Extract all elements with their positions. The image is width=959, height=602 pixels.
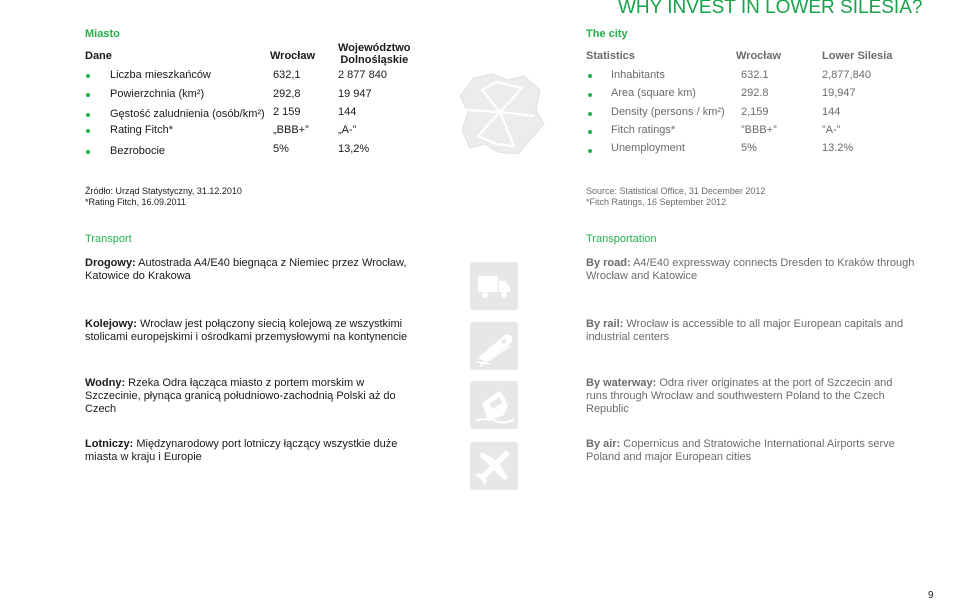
en-row-wroclaw: 292.8 [741, 87, 769, 99]
en-row-wroclaw: 5% [741, 142, 757, 154]
en-col-wroclaw: Wrocław [736, 50, 782, 62]
en-row-wroclaw: 632.1 [741, 69, 769, 81]
en-row-label: Area (square km) [611, 87, 696, 99]
bullet-icon [588, 74, 592, 78]
bullet-icon [588, 149, 592, 153]
pl-col-dane: Dane [85, 50, 112, 62]
bullet-icon [86, 129, 90, 133]
pl-col-region-line1: Województwo [338, 42, 411, 54]
en-row-region: 13.2% [822, 142, 854, 154]
en-col-region: Lower Silesia [822, 50, 893, 62]
pl-row-wroclaw: 632,1 [273, 69, 301, 81]
pl-row-label: Bezrobocie [110, 145, 166, 157]
bullet-icon [86, 74, 90, 78]
pl-col-region-line2: Dolnośląskie [340, 54, 409, 66]
pl-col-wroclaw: Wrocław [270, 50, 316, 62]
bullet-icon [588, 130, 592, 134]
pl-source-line1: Źródło: Urząd Statystyczny, 31.12.2010 [85, 186, 242, 196]
en-transport-air-label: By air: [586, 438, 621, 450]
en-col-stats: Statistics [586, 50, 635, 62]
pl-row-label: Rating Fitch* [110, 124, 173, 136]
pl-transport-title: Transport [85, 233, 132, 245]
en-row-region: 19,947 [822, 87, 856, 99]
pl-transport-water [85, 377, 415, 416]
pl-row-region: 13,2% [338, 143, 370, 155]
bullet-icon [86, 93, 90, 97]
airplane-icon [470, 442, 518, 490]
pl-transport-rail-text: Wrocław jest połączony siecią kolejową ze wszystkimi stolicami europejskimi i ośrodkami przemysłowymi na kontynencie [85, 318, 408, 343]
pl-row-wroclaw: „BBB+” [273, 124, 309, 136]
truck-icon [470, 262, 518, 310]
en-transport-air-text: Copernicus and Stratowiche International Airports serve Poland and major European cities [586, 438, 895, 463]
pl-row-region: „A-” [338, 124, 357, 136]
pl-transport-road-text: Autostrada A4/E40 biegnąca z Niemiec przez Wrocław, Katowice do Krakowa [85, 257, 407, 282]
en-row-region: ”A-” [822, 124, 841, 136]
pl-transport-air-text: Międzynarodowy port lotniczy łączący wszystkie duże miasta w kraju i Europie [85, 438, 398, 463]
pl-transport-air [85, 438, 415, 464]
en-row-region: 144 [822, 106, 841, 118]
en-row-label: Unemployment [611, 142, 685, 154]
pl-row-region: 19 947 [338, 88, 372, 100]
pl-source-line2: *Rating Fitch, 16.09.2011 [85, 197, 186, 207]
train-icon [470, 322, 518, 370]
en-row-label: Density (persons / km²) [611, 106, 725, 118]
en-row-label: Fitch ratings* [611, 124, 676, 136]
en-row-label: Inhabitants [611, 69, 665, 81]
en-transport-rail-label: By rail: [586, 318, 624, 330]
en-transport-rail-text: Wrocław is accessible to all major European capitals and industrial centers [586, 318, 904, 343]
pl-row-wroclaw: 5% [273, 143, 289, 155]
en-transport-road-label: By road: [586, 257, 631, 269]
en-transport-water-text: Odra river originates at the port of Szczecin and runs through Wrocław and southwestern Poland to the Czech Republic [586, 377, 893, 415]
pl-row-label: Liczba mieszkańców [110, 69, 211, 81]
en-section-title: The city [586, 28, 628, 40]
en-transport-road [586, 257, 916, 283]
pl-transport-air-label: Lotniczy: [85, 438, 134, 450]
en-transport-rail [586, 318, 916, 344]
en-source-line2: *Fitch Ratings, 16 September 2012 [586, 197, 727, 207]
pl-section-title: Miasto [85, 28, 120, 40]
pl-row-label: Gęstość zaludnienia (osób/km²) [110, 108, 265, 120]
en-source [586, 186, 765, 208]
pl-col-region [338, 42, 411, 66]
pl-row-label: Powierzchnia (km²) [110, 88, 205, 100]
pl-transport-road [85, 257, 415, 283]
pl-row-region: 144 [338, 106, 357, 118]
en-transport-title: Transportation [586, 233, 657, 245]
ship-icon [470, 381, 518, 429]
en-source-line1: Source: Statistical Office, 31 December 2012 [586, 186, 766, 196]
page-title: WHY INVEST IN LOWER SILESIA? [618, 0, 923, 18]
pl-source [85, 186, 242, 208]
pl-row-region: 2 877 840 [338, 69, 387, 81]
bullet-icon [86, 150, 90, 154]
en-row-wroclaw: ”BBB+” [741, 124, 777, 136]
bullet-icon [588, 112, 592, 116]
bullet-icon [588, 93, 592, 97]
en-transport-air [586, 438, 916, 464]
en-transport-water [586, 377, 916, 416]
pl-row-wroclaw: 292,8 [273, 88, 301, 100]
pl-transport-rail [85, 318, 415, 344]
page-number: 9 [928, 590, 934, 601]
en-row-wroclaw: 2,159 [741, 106, 769, 118]
bullet-icon [86, 113, 90, 117]
pl-transport-water-text: Rzeka Odra łącząca miasto z portem morskim w Szczecinie, płynąca granicą południowo-zachodnią Polski aż do Czech [85, 377, 396, 415]
pl-transport-road-label: Drogowy: [85, 257, 136, 269]
en-row-region: 2,877,840 [822, 69, 871, 81]
map-icon [452, 66, 548, 162]
pl-transport-rail-label: Kolejowy: [85, 318, 137, 330]
en-transport-road-text: A4/E40 expressway connects Dresden to Kraków through Wrocław and Katowice [586, 257, 915, 282]
en-transport-water-label: By waterway: [586, 377, 657, 389]
pl-row-wroclaw: 2 159 [273, 106, 301, 118]
pl-transport-water-label: Wodny: [85, 377, 126, 389]
